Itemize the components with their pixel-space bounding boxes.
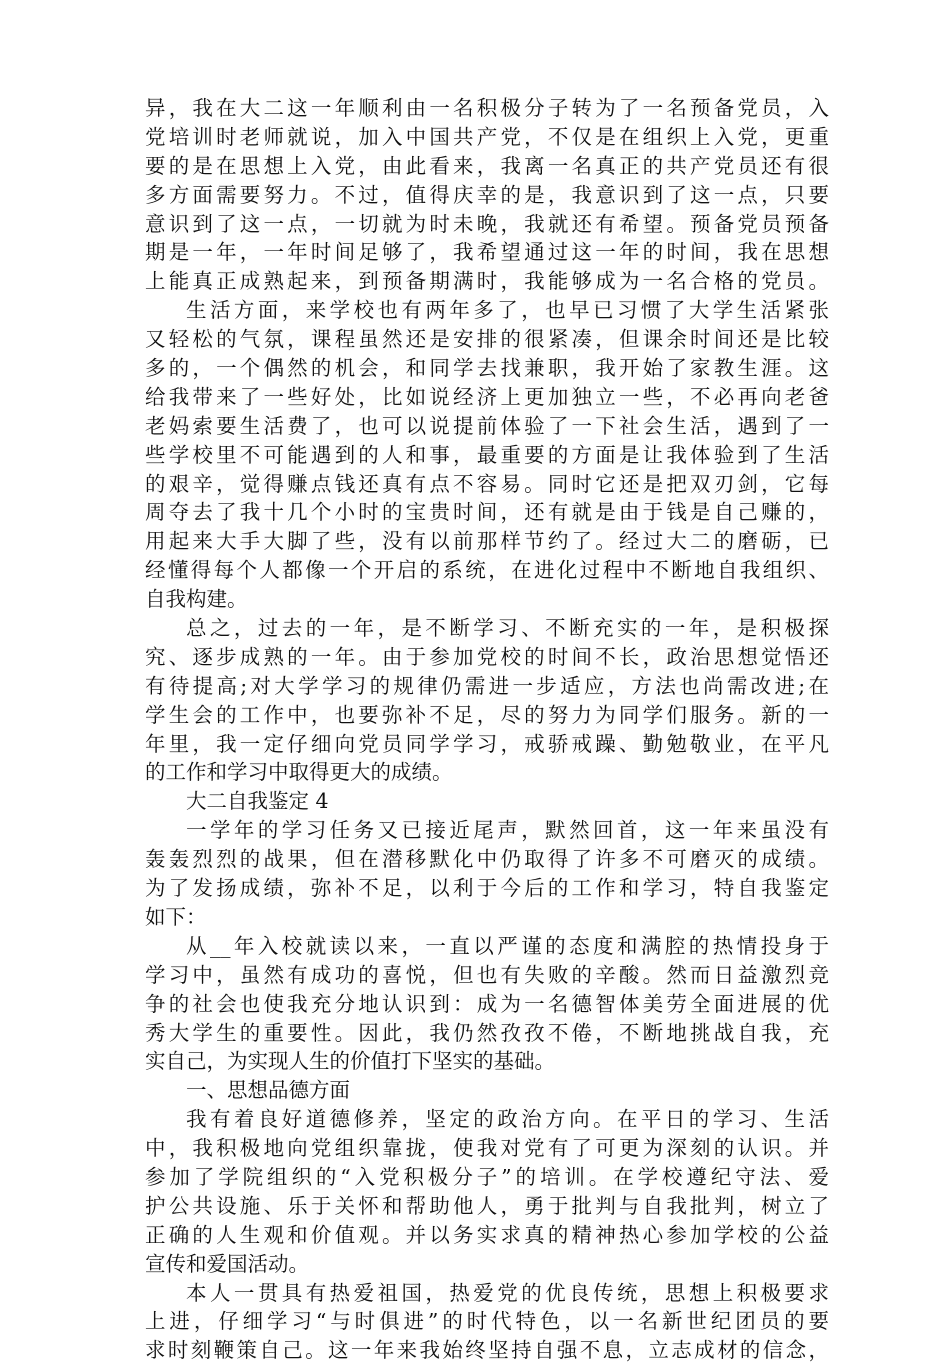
text-line: 些学校里不可能遇到的人和事，最重要的方面是让我体验到了生活 — [145, 442, 829, 467]
text-line: 参加了学院组织的“入党积极分子”的培训。在学校遵纪守法、爱 — [145, 1164, 829, 1189]
document-body — [145, 94, 829, 1365]
text-line: 总之，过去的一年，是不断学习、不断充实的一年，是积极探 — [186, 616, 829, 641]
text-line: 护公共设施、乐于关怀和帮助他人，勇于批判与自我批判，树立了 — [145, 1193, 829, 1218]
text-line: 学习中，虽然有成功的喜悦，但也有失败的辛酸。然而日益激烈竞 — [145, 962, 829, 987]
text-line: 从__年入校就读以来，一直以严谨的态度和满腔的热情投身于 — [186, 933, 829, 958]
text-line: 党培训时老师就说，加入中国共产党，不仅是在组织上入党，更重 — [145, 124, 829, 149]
text-line: 多方面需要努力。不过，值得庆幸的是，我意识到了这一点，只要 — [145, 182, 829, 207]
text-line: 我有着良好道德修养，坚定的政治方向。在平日的学习、生活 — [186, 1107, 829, 1132]
text-line: 有待提高;对大学学习的规律仍需进一步适应，方法也尚需改进;在 — [145, 673, 829, 698]
text-line: 求时刻鞭策自己。这一年来我始终坚持自强不息，立志成材的信念， — [145, 1338, 829, 1363]
text-line: 如下： — [145, 904, 207, 929]
text-line: 秀大学生的重要性。因此，我仍然孜孜不倦，不断地挑战自我，充 — [145, 1020, 829, 1045]
text-line: 期是一年，一年时间足够了，我希望通过这一年的时间，我在思想 — [145, 240, 829, 265]
text-line: 正确的人生观和价值观。并以务实求真的精神热心参加学校的公益 — [145, 1222, 829, 1247]
text-line: 意识到了这一点，一切就为时未晚，我就还有希望。预备党员预备 — [145, 211, 829, 236]
text-line: 大二自我鉴定 4 — [186, 789, 329, 814]
text-line: 自我构建。 — [145, 587, 248, 612]
text-line: 实自己，为实现人生的价值打下坚实的基础。 — [145, 1049, 555, 1074]
text-line: 一、思想品德方面 — [186, 1078, 350, 1103]
text-line: 上能真正成熟起来，到预备期满时，我能够成为一名合格的党员。 — [145, 269, 829, 294]
text-line: 周夺去了我十几个小时的宝贵时间，还有就是由于钱是自己赚的， — [145, 500, 829, 525]
text-line: 生活方面，来学校也有两年多了，也早已习惯了大学生活紧张 — [186, 298, 829, 323]
text-line: 中，我积极地向党组织靠拢，使我对党有了可更为深刻的认识。并 — [145, 1136, 829, 1161]
text-line: 究、逐步成熟的一年。由于参加党校的时间不长，政治思想觉悟还 — [145, 644, 829, 669]
text-line: 一学年的学习任务又已接近尾声，默然回首，这一年来虽没有 — [186, 818, 829, 843]
text-line: 异，我在大二这一年顺利由一名积极分子转为了一名预备党员，入 — [145, 96, 829, 120]
text-line: 争的社会也使我充分地认识到：成为一名德智体美劳全面进展的优 — [145, 991, 829, 1016]
text-line: 年里，我一定仔细向党员同学学习，戒骄戒躁、勤勉敬业，在平凡 — [145, 731, 829, 756]
text-line: 轰轰烈烈的战果，但在潜移默化中仍取得了许多不可磨灭的成绩。 — [145, 847, 829, 872]
text-line: 又轻松的气氛，课程虽然还是安排的很紧凑，但课余时间还是比较 — [145, 327, 829, 352]
text-line: 宣传和爱国活动。 — [145, 1251, 309, 1276]
text-line: 为了发扬成绩，弥补不足，以利于今后的工作和学习，特自我鉴定 — [145, 876, 829, 901]
text-line: 要的是在思想上入党，由此看来，我离一名真正的共产党员还有很 — [145, 153, 829, 178]
text-line: 多的，一个偶然的机会，和同学去找兼职，我开始了家教生涯。这 — [145, 356, 829, 381]
text-line: 本人一贯具有热爱祖国，热爱党的优良传统，思想上积极要求 — [186, 1280, 829, 1305]
text-line: 的艰辛，觉得赚点钱还真有点不容易。同时它还是把双刃剑，它每 — [145, 471, 829, 496]
text-line: 经懂得每个人都像一个开启的系统，在进化过程中不断地自我组织、 — [145, 558, 829, 583]
text-line: 的工作和学习中取得更大的成绩。 — [145, 760, 453, 785]
text-line: 用起来大手大脚了些，没有以前那样节约了。经过大二的磨砺，已 — [145, 529, 829, 554]
text-line: 学生会的工作中，也要弥补不足，尽的努力为同学们服务。新的一 — [145, 702, 829, 727]
text-line: 给我带来了一些好处，比如说经济上更加独立一些，不必再向老爸 — [145, 384, 829, 409]
text-line: 上进，仔细学习“与时俱进”的时代特色，以一名新世纪团员的要 — [145, 1309, 829, 1334]
text-line: 老妈索要生活费了，也可以说提前体验了一下社会生活，遇到了一 — [145, 413, 829, 438]
